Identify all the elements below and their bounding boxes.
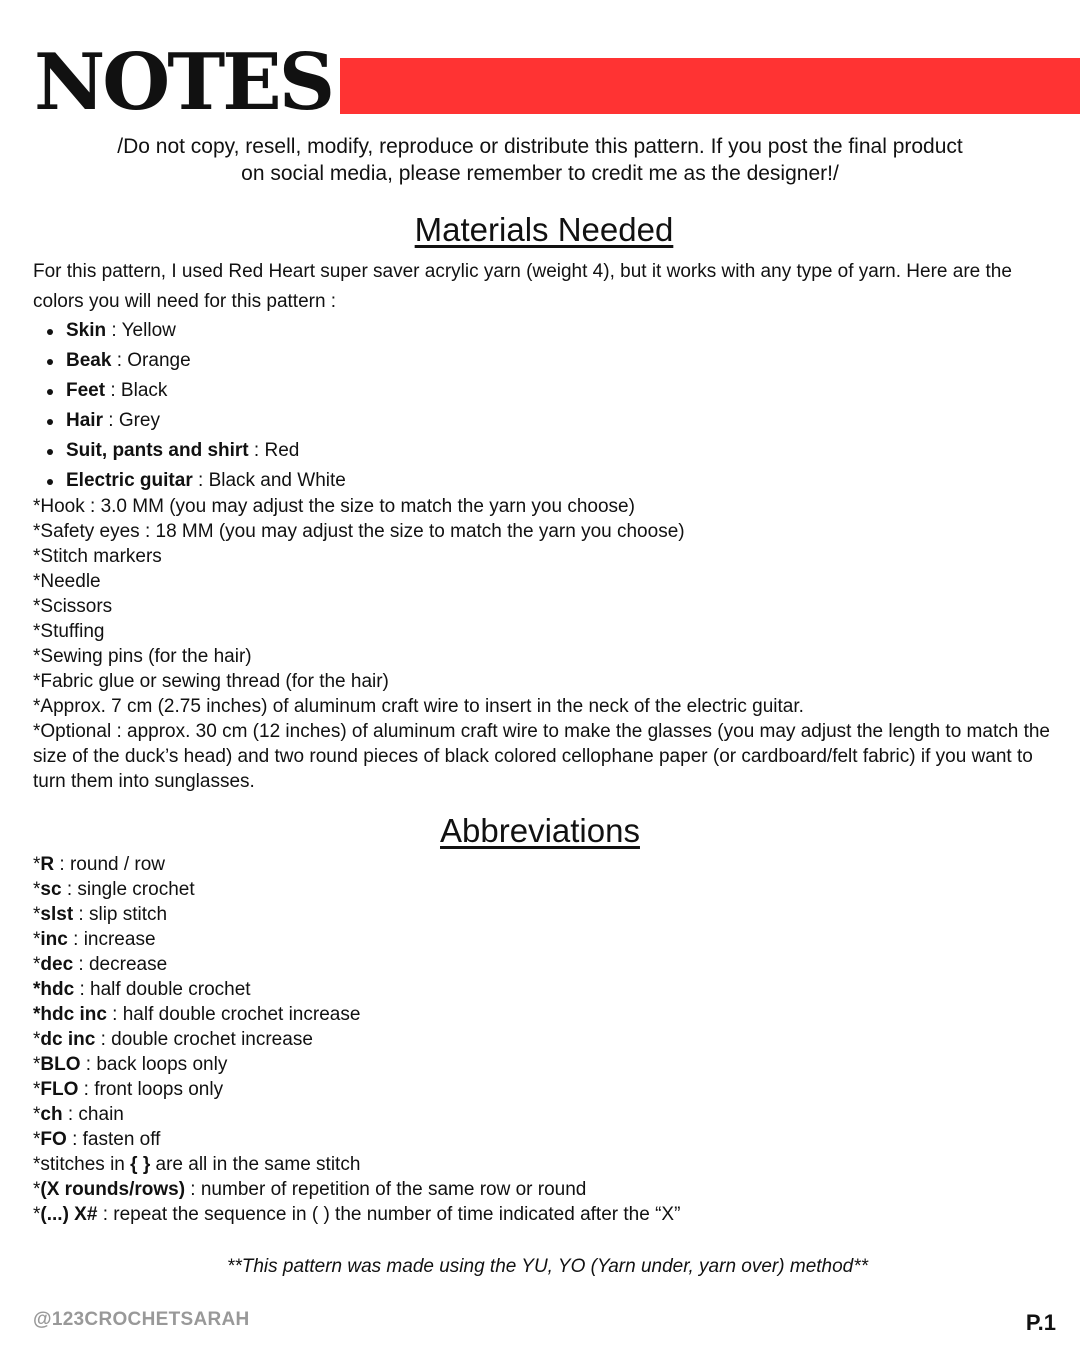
abbreviation-item	[33, 927, 1063, 952]
abbreviation-item	[33, 1077, 1063, 1102]
abbreviation-prefix: *	[33, 1129, 41, 1150]
color-list-item	[33, 466, 346, 496]
abbreviations-heading: Abbreviations	[440, 812, 640, 849]
abbreviation-term: R	[40, 854, 55, 875]
abbreviation-item	[33, 1002, 1063, 1027]
disclaimer-line: /Do not copy, resell, modify, reproduce or distribute this pattern. If you post the final product	[117, 135, 963, 158]
author-handle: @123CROCHETSARAH	[33, 1309, 250, 1330]
abbreviation-term: sc	[40, 879, 62, 900]
supply-item: *Stitch markers	[33, 546, 162, 567]
abbreviation-item	[33, 1152, 1063, 1177]
abbreviation-item	[33, 1027, 1063, 1052]
abbreviation-prefix: *	[33, 1179, 41, 1200]
supply-item: *Sewing pins (for the hair)	[33, 646, 252, 667]
color-list-item	[33, 316, 346, 346]
abbreviation-term: FO	[40, 1129, 67, 1150]
abbreviation-term: ch	[40, 1104, 63, 1125]
separator: :	[106, 320, 122, 341]
supply-item: *Hook : 3.0 MM (you may adjust the size to match the yarn you choose)	[33, 496, 635, 517]
abbreviation-description: : slip stitch	[73, 904, 168, 925]
abbreviation-item	[33, 1127, 1063, 1152]
abbreviation-prefix: *	[33, 854, 41, 875]
color-list-item	[33, 376, 346, 406]
abbreviation-term: FLO	[40, 1079, 79, 1100]
abbreviation-item	[33, 1177, 1063, 1202]
abbreviation-term: (X rounds/rows)	[40, 1179, 186, 1200]
color-list-item	[33, 406, 346, 436]
abbreviation-description: : half double crochet increase	[106, 1004, 361, 1025]
supply-item: *Scissors	[33, 596, 113, 617]
abbreviation-description: : double crochet increase	[95, 1029, 313, 1050]
abbreviation-description: : front loops only	[78, 1079, 224, 1100]
abbreviation-term: dc inc	[40, 1029, 96, 1050]
abbreviation-term: dec	[40, 954, 74, 975]
color-list-item	[33, 346, 346, 376]
color-value: Grey	[118, 410, 160, 431]
abbreviation-term: inc	[40, 929, 68, 950]
abbreviation-prefix: *	[33, 1029, 41, 1050]
separator: :	[248, 440, 265, 461]
abbreviation-prefix: *	[33, 929, 41, 950]
method-footnote: **This pattern was made using the YU, YO (Yarn under, yarn over) method**	[226, 1256, 869, 1277]
abbreviations-list	[33, 852, 1063, 1227]
abbreviation-description: : increase	[67, 929, 156, 950]
separator: :	[105, 380, 121, 401]
color-part-label: Beak	[66, 350, 112, 371]
abbreviation-prefix: *stitches in	[33, 1154, 131, 1175]
abbreviation-description: are all in the same stitch	[150, 1154, 361, 1175]
abbreviation-description: : number of repetition of the same row or round	[185, 1179, 587, 1200]
color-list-item	[33, 436, 346, 466]
supply-item: *Optional : approx. 30 cm (12 inches) of aluminum craft wire to make the glasses (you may adjust the length to match the size of the duck’s head) and two round pieces of black colored cellophane paper (or cardboard/felt fabric) if you want to turn them into sunglasses.	[33, 721, 1050, 792]
abbreviation-term: *hdc	[33, 979, 75, 1000]
abbreviation-item	[33, 1052, 1063, 1077]
copyright-disclaimer	[40, 133, 1040, 187]
abbreviation-description: : decrease	[73, 954, 168, 975]
abbreviation-prefix: *	[33, 1104, 41, 1125]
abbreviation-item	[33, 1202, 1063, 1227]
abbreviation-description: : half double crochet	[74, 979, 251, 1000]
abbreviation-item	[33, 1102, 1063, 1127]
color-part-label: Skin	[66, 320, 107, 341]
abbreviation-item	[33, 852, 1063, 877]
abbreviation-description: : round / row	[54, 854, 166, 875]
abbreviation-description: : chain	[62, 1104, 124, 1125]
abbreviation-item	[33, 902, 1063, 927]
abbreviation-prefix: *	[33, 904, 41, 925]
abbreviation-term: slst	[40, 904, 74, 925]
materials-intro: For this pattern, I used Red Heart super saver acrylic yarn (weight 4), but it works with any type of yarn. Here are the colors you will need for this pattern :	[33, 261, 1012, 312]
separator: :	[111, 350, 128, 371]
abbreviation-description: : single crochet	[61, 879, 195, 900]
supplies-list	[33, 494, 1063, 794]
color-value: Black and White	[208, 470, 346, 491]
page-number: P.1	[1025, 1310, 1056, 1335]
materials-heading: Materials Needed	[414, 211, 674, 248]
abbreviation-term: *hdc inc	[33, 1004, 107, 1025]
supply-item: *Needle	[33, 571, 101, 592]
abbreviation-description: : fasten off	[66, 1129, 161, 1150]
abbreviation-term: { }	[130, 1154, 151, 1175]
supply-item: *Fabric glue or sewing thread (for the hair)	[33, 671, 389, 692]
abbreviation-prefix: *	[33, 954, 41, 975]
abbreviation-description: : repeat the sequence in ( ) the number of time indicated after the “X”	[97, 1204, 681, 1225]
color-value: Red	[264, 440, 300, 461]
disclaimer-line: on social media, please remember to credit me as the designer!/	[241, 162, 839, 185]
color-part-label: Electric guitar	[66, 470, 193, 491]
abbreviation-description: : back loops only	[80, 1054, 228, 1075]
abbreviation-prefix: *	[33, 1054, 41, 1075]
supply-item: *Approx. 7 cm (2.75 inches) of aluminum craft wire to insert in the neck of the electric guitar.	[33, 696, 804, 717]
color-part-label: Suit, pants and shirt	[66, 440, 249, 461]
red-accent-bar	[340, 58, 1080, 114]
abbreviation-prefix: *	[33, 1079, 41, 1100]
color-part-label: Hair	[66, 410, 103, 431]
color-list	[33, 316, 346, 496]
supply-item: *Stuffing	[33, 621, 105, 642]
supply-item: *Safety eyes : 18 MM (you may adjust the size to match the yarn you choose)	[33, 521, 685, 542]
color-part-label: Feet	[66, 380, 106, 401]
abbreviation-item	[33, 952, 1063, 977]
abbreviation-item	[33, 877, 1063, 902]
color-value: Black	[120, 380, 168, 401]
color-value: Yellow	[121, 320, 176, 341]
page-title: NOTES	[34, 37, 333, 128]
abbreviation-term: (...) X#	[40, 1204, 98, 1225]
abbreviation-item	[33, 977, 1063, 1002]
separator: :	[102, 410, 119, 431]
color-value: Orange	[127, 350, 191, 371]
abbreviation-prefix: *	[33, 879, 41, 900]
abbreviation-term: BLO	[40, 1054, 81, 1075]
abbreviation-prefix: *	[33, 1204, 41, 1225]
separator: :	[192, 470, 209, 491]
